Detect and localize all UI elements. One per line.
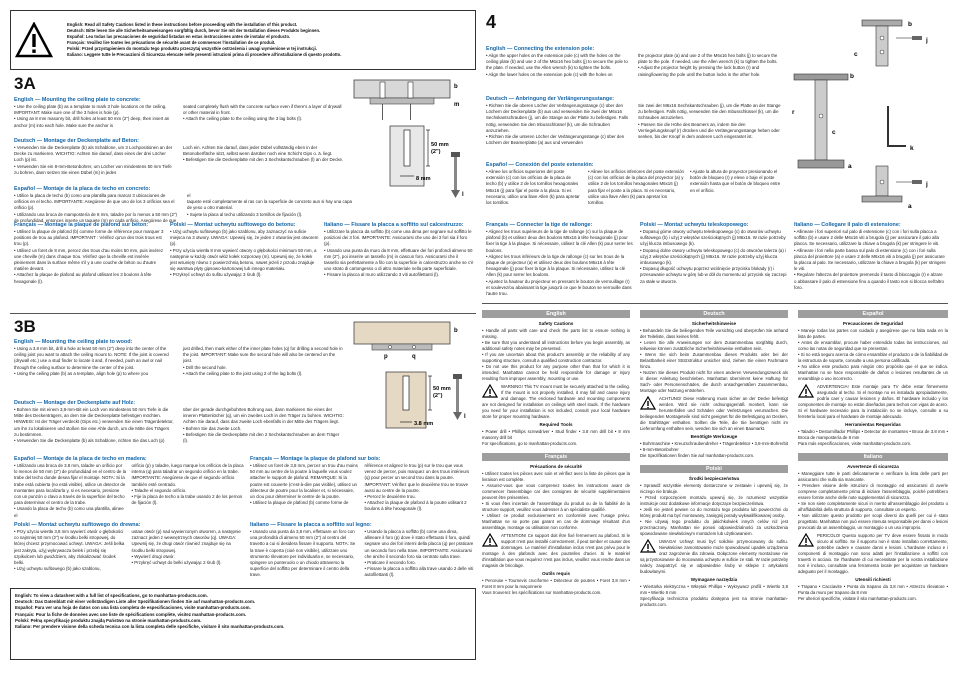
step-3a-es-2: • Utilizando una broca de mampostería de 8 mm, taladre por lo menos a 50 mm (2") de profundidad, entonces inserte un taquete (m) en cada orificio. Asegúrese de que el (14, 193, 191, 223)
fig4-label-b: b (908, 21, 912, 28)
right-page (482, 10, 948, 665)
step-3b-en-2: • Using the ceiling plate (b) as a template, align hole (p) to where you (14, 370, 149, 376)
step-3b-de-2: • Verwenden Sie die Deckenplatte (b) als Schablone, richten Sie das Loch (p) (14, 438, 165, 444)
safety-es-4: • No utilice este producto para ningún otro propósito que el que se indica. Manhattan no se hace responsable de daños o lesiones resultantes de un ensamblaje o uso incorrecto. (798, 364, 948, 381)
safety-es-warning: ADVERTENCIA! Este montaje para TV debe estar firmemente asegurado al techo. Si el montaje no es instalado apropiadamente, podría caer y causar lesiones y daños. El hardware incluido y los componentes de montaje no están diseñados para techos con vigas de acero. Si el hardware necesario para la instalación no se incluye, consulte a su ferretería local para el hardware de montaje adecuado. (798, 384, 948, 419)
safety-es-tools: • Taladro • Destornillador Phillips • Detector de montantes • Broca de 3.8 mm • Broca de mampostería de 8 mm (798, 429, 948, 440)
step-3a-pl-1: • Użyj uchwytu sufitowego (b) jako szablonu, aby zaznaczyć na suficie miejsca na 3 otwory. UWAGA: Upewnij się, że jeden z otworów jest otworem (p). (170, 229, 319, 247)
safety-pl-heading: Środki bezpieczeństwa (688, 476, 740, 481)
step-3b-fr-heading: Français — Montage la plaque de plafond sur bois: (250, 456, 381, 462)
step-3a-english (14, 97, 344, 129)
step-3a-fr-heading: Français — Montage la plaque de plafond sur béton: (14, 222, 149, 228)
warning-icon-en (482, 384, 498, 398)
safety-fr-tools: • Perceuse • Tournevis cruciforme • Détecteur de poutres • Foret 3,8 mm • Foret 8 mm pour la maçonnerie (482, 578, 630, 589)
safety-warning-box (10, 10, 476, 70)
step-3a-de-1: • Verwenden Sie die Deckenplatte (b) als Schablone, um 3 Lochpositionen an der Decke zu markieren. WICHTIG: Achten Sie darauf, dass eines der drei Löcher Loch (p) ist. (14, 145, 173, 163)
step-4-de-heading: Deutsch — Anbringung der Verlängerungsstange: (486, 96, 614, 102)
warning-fr: Français: Veuillez lire toutes les précautions de sécurité avant de commencer l'installation de ce produit. (67, 40, 276, 45)
safety-fr-heading: Précautions de sécurité (530, 464, 582, 469)
safety-pl-tools-heading: Wymagane narzędzia (690, 577, 738, 582)
safety-column-1 (482, 310, 630, 665)
step-3b-it-1: • Usando una punta da 3,8 mm, effettuare un foro con una profondità di almeno 50 mm (2") al centro del travetto a cui si desidera fissare il supporto. NOTA: Se la trave è coperta (cioè non visibile), utilizzare uno strumento rilevatore per individuarla e, se necessario, spingere un punteruolo o un chiodo attraverso la superficie del soffitto per determinare il centro della trave. (250, 529, 356, 578)
step-3b-es-1: • Utilizando una broca de 3.8 mm, taladre un orificio por lo menos de 50 mm (2") de profundidad en el centro de la trabe del techo donde desea fijar el montaje. NOTA: Si la trabe está cubierta (no está visible), utilice un detector de montantes para localizarla y, si es necesario, presione con un punzón o clavo a través de la superficie del techo para determinar el centro de la trabe. (14, 463, 127, 506)
step-4-en-1: • Align the upper holes on the extension pole (c) with the holes on the ceiling plate (b) and use 2 of the M6x16 hex bolts (j) to secure the pole to the plate. If needed, use the Allen wrench (k) to tighten the bolts. (486, 53, 628, 71)
safety-en-heading: Safety Cautions (538, 321, 574, 326)
step-3a-french (14, 222, 166, 285)
step-3a-fr-2: • Utilisez un foret de 8 mm, percez des trous d'au moins 50 mm, puis insérez une cheville (m) dans chaque trou. Vérifiez que la cheville est insérée pleinement dans la surface même s'il y a une couche de béton ou d'autre matière devant. (14, 247, 164, 272)
step-3b-it-5: • Fissare la placca a soffitto alla trave usando 2 delle viti autofilettanti (l). (364, 566, 474, 578)
step-3a-german (14, 138, 344, 176)
warning-pl: Polski: Przed przystąpieniem do montażu tego produktu przeczytaj wszystkie ostrzeżenia i uwagi wymienione w tej instrukcji. (67, 46, 317, 51)
step-4-it-heading: Italiano — Collegare il palo di estensione: (794, 222, 901, 228)
fig3b-label-b: b (454, 328, 458, 334)
step-4-french (486, 222, 634, 297)
fig4-label-a: a (848, 163, 852, 170)
step-3a-en-4: • Attach the ceiling plate to the ceiling using the 3 lag bolts (l). (183, 116, 303, 122)
safety-fr-spec: Vous trouverez les spécifications sur manhattan-products.com. (482, 590, 602, 595)
step-4-pl-1: • Dopasuj górne otwory uchwytu teleskopowego (c) do otworów uchwytu sufitowego (b) i użyj 2 wkrętów sześciokątnych (j) M6x16. W razie potrzeby użyj klucza imbusowego (k). (640, 229, 786, 247)
step-3a-it-heading: Italiano — Fissare la placca a soffitto sul calcestruzzo: (324, 222, 464, 228)
safety-fr-warning: ATTENTION! Ce support doit être fixé fermement au plafond. Si le support n'est pas installé correctement, il peut tomber et causer des dommages. Le matériel d'installation inclus n'est pas prévu pour le montage à des plafonds avec des poutrelles d'acier. Si le matériel d'installation que vous requérez n'est pas inclus, veuillez vous rendre dans un magasin de bricolage. (482, 533, 630, 568)
fig3b-label-l: l (464, 414, 466, 420)
safety-fr-2: • Assurez-vous que vous comprenez toutes les instructions avant de commencer l'assemblage car des consignes de sécurité supplémentaires peuvent être présentées. (482, 483, 630, 500)
safety-es-2: • Antes de ensamblar, procure haber entendido todas las instrucciones, así como las notas de seguridad que se presentan. (798, 340, 948, 351)
step-3a-en-3: seated completely flush with the concrete surface even if there's a layer of drywall or other material in front. (183, 104, 342, 116)
divider-step4-safety (482, 303, 948, 304)
safety-de-tools-heading: Benötigte Werkzeuge (690, 434, 738, 439)
step-3b-heading: 3B (14, 317, 36, 336)
fig4-label-c-top: c (854, 51, 858, 58)
left-page (10, 10, 476, 665)
divider-3a-3b (10, 313, 476, 314)
safety-it-tools: • Trapano • Cacciavite • Punta da trapano da 3,8 mm • Attrezzo rilevatore • Punta da muro per trapano da 8 mm (798, 584, 948, 595)
safety-es-heading: Precauciones de Seguridad (842, 321, 904, 326)
step-4-heading: 4 (486, 12, 497, 32)
warning-icon (15, 22, 53, 58)
fig3a-label-l: l (462, 192, 464, 198)
step-3b-pl-4: • Wywierć drugi otwór. (131, 553, 175, 559)
footnote-it: Italiano: Per prendere visione della scheda tecnica con la lista completa delle specifiche, visitare il sito manhattan-products.com. (15, 624, 285, 630)
step-3a-de-2: • Verwenden Sie ein 8-mm-Betonbohrer, um Löcher von mindestens 50 mm Tiefe zu bohren, dann setzen Sie einen Dübel (m) in jedes (14, 163, 172, 175)
step-4-de-3: Sie zwei der M6x16 Sechskantschrauben (j), um die Platte an der Stange zu befestigen. Falls nötig, verwenden Sie den Inbusschlüssel (k), um die Schrauben anzuziehen. (638, 103, 781, 121)
fig3b-depth: 50 mm (433, 386, 451, 392)
fig3a-bit: 8 mm (416, 176, 431, 182)
safety-fr-1: • Utilisez toutes les pièces avec soin et vérifiez avec la liste de pièces que la livraison est complète. (482, 471, 630, 482)
step-4-pl-3: • Dopasuj długość uchwytu poprzez wciśnięcie przycisku blokady (r) i przesuwanie uchwytu w górę lub w dół do momentu aż przycisk się zaczepi za stałe w otworze. (640, 266, 787, 284)
fig4-label-j-bottom: j (926, 181, 928, 188)
safety-fr-tools-heading: Outils requis (541, 571, 571, 576)
step-3b-es-2: • Usando la placa de techo (b) como una plantilla, alinee el (14, 506, 124, 518)
safety-fr-bar: Français (482, 453, 630, 461)
safety-pl-1: • Sprawdź wszystkie elementy dostarczone w zestawie i upewnij się, że niczego nie brakuje. (640, 483, 788, 494)
safety-pl-tools: • Wiertarka elektryczna • Wkrętak Phillips • Wykrywacz profili • Wiertło 3,8 mm • Wiertło 8 mm (640, 584, 788, 595)
step-4-es-heading: Español — Conexión del poste extensión: (486, 162, 594, 168)
step-3b-fr-2: • Utilisez la plaque de plafond (b) comme forme de (250, 500, 349, 506)
step-4-es-1: • Alinee los orificios superiores del poste extensión (c) con los orificios de la placa de techo (b) y utilice 2 de los tornillos hexagonales M6x16 (j) para fijar el poste a la placa. Si es necesario, utilice una llave Allen (k) para apretar los tornillos. (486, 169, 580, 206)
safety-en-1: • Handle all parts with care and check the parts list to ensure nothing is missing. (482, 328, 630, 339)
fig3b-label-q: q (412, 354, 416, 360)
safety-de-spec: Die Spezifikationen finden Sie auf manhattan-products.com. (640, 453, 755, 458)
warning-icon-it (798, 533, 814, 547)
step-3a-spanish (14, 186, 352, 224)
safety-de-4: • Nutzen Sie dieses Produkt nicht für einen anderen Verwendungszweck als in dieser Anleitung beschrieben. Manhattan übernimmt keine Haftung für Sach- oder Personenschäden, die durch unsachgemäßen Zusammenbau, Montage oder Nutzung entstehen. (640, 370, 788, 393)
safety-en-warning: WARNING! This TV mount must be securely attached to the ceiling. If the mount is not properly installed, it may fall and cause injury and damage. The enclosed hardware and mounting components are not designed for installation on ceilings with steel studs. If the hardware you need for your installation is not included, consult your local hardware store for proper mounting hardware. (482, 384, 630, 419)
step-3a-en-heading: English — Mounting the ceiling plate to concrete: (14, 97, 141, 103)
step-3a-pl-3: • Przykręć uchwyt do sufitu używając 3 śrub (l). (170, 272, 262, 278)
footnote-de: Deutsch: Das Datenblatt mit einer vollständigen Liste aller Spezifikationen finden Sie auf manhattan-products.com. (15, 599, 256, 605)
step-3b-en-heading: English — Mounting the ceiling plate to wood: (14, 339, 133, 345)
step-3b-italian (250, 522, 474, 579)
datasheet-footnote (10, 588, 476, 660)
step-3a-polish (170, 222, 320, 279)
fig3b-bit: 3.8 mm (414, 421, 434, 427)
safety-en-spec: For specifications, go to manhattan-products.com. (482, 441, 578, 446)
step-4-fr-3: • Ajustez la hauteur du projecteur en pressant le bouton de verrouillage (r) et soulevez/ou abaissant la tige jusqu'à ce que le bouton se verrouille dans l'autre trou. (486, 278, 632, 297)
step-3b-german (14, 400, 344, 444)
step-3b-pl-2: • Użyj uchwytu sufitowego (b) jako szablonu, (14, 566, 101, 572)
step-3b-de-1: • Bohren Sie mit einem 3,8-mm-Bit ein Loch von mindestens 50 mm Tiefe in die Mitte des Deckenträgers, an dem Sie die Deckenplatte befestigen möchten. HINWEIS: Ist der Träger verdeckt (Gips etc.) verwenden Sie einen Trägerdetektor, um ihn zu lokalisieren und stoßen Sie eine Ahle durch, um die Mitte des Trägers zu bestimmen. (14, 407, 174, 437)
step-4-es-3: • Ajuste la altura de proyector presionando el botón de bloqueo (r) y eleve o baje el poste extensión hasta que el botón de bloqueo entre en el orificio. (690, 169, 781, 193)
step-3a-es-4: • Sujete la placa al techo utilizando 3 tornillos de fijación (l). (187, 211, 303, 217)
step-4-german (486, 96, 782, 146)
step-4-polish (640, 222, 788, 285)
step-4-de-2: • Richten Sie die unteren Löcher der Verlängerungsstange (c) über den Löchern der Beamerplatte (a) aus und verwenden (486, 134, 625, 146)
step-3b-en-3: just drilled, then mark either of the inner plate holes (q) for drilling a second hole in the joist. IMPORTANT: Make sure the second hole will also be centered on the joist. (183, 346, 343, 364)
fig3a-depth: 50 mm (431, 142, 449, 148)
step-4-italian (794, 222, 946, 291)
step-4-pl-2: • Dopasuj dolne otwory uchwytu teleskopowego (c) do otworów talerza (a) i użyj 2 wkrętów sześciokątnych (j) M6x16. W razie potrzeby użyj klucza imbusowego (k). (640, 247, 787, 266)
safety-column-2 (640, 310, 788, 665)
figure-4-extension-pole (788, 16, 948, 216)
step-4-de-4: • Passen Sie die Höhe des Beamers an, indem Sie den Verriegelungsknopf (r) drücken und die Verlängerungsstange heben oder senken, bis der Knopf in dem anderen Loch eingerastet ist. (638, 121, 780, 140)
warning-icon-fr (482, 533, 498, 547)
safety-en-4: • Do not use this product for any purpose other than that for which it is intended. Manhattan cannot be held responsible for damage or injury resulting from improper assembly, mounting or use. (482, 364, 630, 381)
warning-icon-de (640, 396, 656, 410)
safety-en-3: • If you are uncertain about this product's assembly or the reliability of any supporting structure, consult a qualified construction contractor. (482, 352, 630, 363)
safety-it-tools-heading: Utensili richiesti (855, 577, 891, 582)
step-3b-it-3: allineare il foro (p) dove è stato effettuato il foro, quindi segnare uno dei fori interni della placca (q) per praticare un secondo foro nella trave. IMPORTANTE: Assicurarsi che anche il secondo foro sia centrato sulla trave. (364, 535, 474, 559)
fig4-label-r: r (792, 109, 795, 116)
step-3b-de-4: • Bohren Sie das zweite Loch. (183, 425, 242, 431)
step-3b-fr-4: • Percez le deuxième trou. (364, 494, 416, 500)
safety-pl-bar: Polski (640, 465, 788, 473)
step-3b-de-5: • Befestigen Sie die Deckenplatte mit den 2 Sechskantschrauben an dem Träger (l). (183, 431, 340, 444)
safety-it-4: • Non utilizzare questo prodotto per scopi diversi da quelli per cui è stato progettato. Manhattan non può essere ritenuta responsabile per danni o lesioni provocati da un assemblaggio, un montaggio o un uso improprio. (798, 513, 948, 530)
step-4-fr-heading: Français — Connecter la tige de rallonge: (486, 222, 593, 228)
safety-it-heading: Avvertenze di sicurezza (847, 464, 899, 469)
step-3a-de-heading: Deutsch — Montage der Deckenplatte auf Beton: (14, 138, 139, 144)
step-3a-de-4: • Befestigen Sie die Deckenplatte mit den 3 Sechskantschrauben (l) an der Decke. (183, 157, 344, 163)
safety-pl-spec: Specyfikacja techniczna produktu dostępna jest na stronie manhattan-products.com. (640, 596, 788, 607)
step-3b-en-1: • Using a 3.8 mm bit, drill a hole at least 50 mm (2") deep into the center of the ceiling joist you want to attach the ceiling mount to. NOTE: If the joist is covered (drywall etc.) use a stud finder to locate it and, if needed, push an awl or nail through the ceiling surface to determine the center of the joist. (14, 346, 169, 370)
safety-en-tools: • Power drill • Phillips screwdriver • Stud finder • 3.8 mm drill bit • 8 mm masonry drill bit (482, 429, 630, 440)
step-3b-es-3: orificio (p) y taladre, luego marque los orificios de la placa interna (q) para taladrar un segundo orificio en la trabe. IMPORTANTE: Asegúrese de que el segundo orificio también esté centrado. (131, 463, 244, 487)
safety-de-3: • Wenn Sie sich beim Zusammenbau dieses Produkts oder bei der Belastbarkeit einer Stützstruktur unsicher sind, ziehen Sie einen Fachmann hinzu. (640, 352, 788, 369)
step-4-de-1: • Richten Sie die oberen Löcher der Verlängerungsstange (c) über den Löchern der Deckenplatte (b) aus und verwenden Sie zwei der M6x16 Sechskantschrauben (j), um die Stange an der Platte zu befestigen. Falls nötig, verwenden Sie den Inbusschlüssel (k), um die Schrauben anzuziehen. (486, 103, 629, 133)
safety-de-bar: Deutsch (640, 310, 788, 318)
step-3b-english (14, 339, 344, 377)
step-3b-de-heading: Deutsch — Montage der Deckenplatte auf Holz: (14, 400, 136, 406)
step-3b-pl-3: ustaw otwór (p) nad wywierconym otworem, a następnie zaznacz jeden z wewnętrznych otworów (q). UWAGA: Upewnij się, że drugi otwór również znajduje się na środku belki stropowej. (131, 529, 241, 553)
warning-en: English: Read all Safety Cautions listed in these instructions before proceeding with the installation of this product. (67, 22, 298, 27)
fig4-label-k: k (910, 145, 914, 152)
safety-it-bar: Italiano (798, 453, 948, 461)
step-3b-fr-3: référence et alignez le trou (p) sur le trou que vous venez de percer, puis marquez un des trous intérieurs (q) pour percer un second trou dans la poutre. IMPORTANT: Vérifiez que le deuxième trou se trouve aussi au centre de la poutre. (364, 463, 470, 493)
warning-icon-es (798, 384, 814, 398)
step-3b-fr-5: • Attachez la plaque de plafond à la poutre utilisant 2 boulons à tête hexagonale (l). (364, 500, 467, 512)
safety-pl-2: • Przed rozpoczęciem montażu upewnij się, że rozumiesz wszystkie instrukcje oraz dodatkowe informacje dotyczące bezpieczeństwa. (640, 495, 788, 506)
step-3a-it-1: • Utilizzare la placca da soffitto (b) come una dima per segnare sul soffitto le posizioni dei 3 fori. IMPORTANTE: Assicurarsi che uno dei 3 fori sia il foro (p). (324, 229, 472, 247)
step-4-fr-2: • Alignez les trous inférieurs de la tige de rallonge (c) sur les trous de la plaque de projecteur (a) et utilisez deux des boulons M6x16 à tête hexagonale (j) pour fixer la tige à la plaque. Si nécessaire, utilisez la clé Allen (k) pour serrer les boulons. (486, 253, 626, 278)
step-4-en-heading: English — Connecting the extension pole: (486, 46, 595, 52)
fig3a-label-b: b (454, 84, 458, 90)
fig4-label-a2: a (908, 203, 912, 210)
footnote-fr: Français: Pour la fiche de données avec une liste de spécifications complète, visitez manhattan-products.com. (15, 611, 247, 617)
step-3b-en-5: • Attach the ceiling plate to the joist using 2 of the lag bolts (l). (183, 370, 303, 376)
figure-3a-concrete-mounting (350, 76, 474, 212)
step-4-pl-heading: Polski — Montaż uchwytu teleskopowego: (640, 222, 749, 228)
safety-en-2: • Be sure that you understand all instructions before you begin assembly, as additional safety notes may be presented. (482, 340, 630, 351)
safety-es-bar: Español (798, 310, 948, 318)
step-4-spanish (486, 162, 786, 206)
warning-it: Italiano: Leggere tutte le Precauzioni di Sicurezza elencate nelle presenti istruzioni prima di procedere all'installazione di questo prodotto. (67, 52, 342, 57)
footnote-es: Español: Para ver una hoja de datos con una lista completa de especificaciones, visite manhattan-products.com. (15, 605, 251, 611)
step-3a-pl-2: • Przy użyciu wiertła 8 mm wywierć otwory o głębokości minimum 50 mm, a następnie w każdy otwór włóż kołek rozporowy (m). Upewnij się, że kołek jest wsunięty równo z powierzchnią betonu, nawet jeżeli z przodu znajduje się warstwa płyty gipsowo-kartonowej lub innego materiału. (170, 247, 317, 272)
safety-pl-warning: UWAGA! Uchwyt musi być solidnie przymocowany do sufitu. Niewłaściwe zamontowanie może spowodować upadek urządzenia oraz zagrożenie dla zdrowia. Dołączone elementy montażowe nie są przystosowane do mocowania uchwytu w suficie ze stali. W razie potrzeby należy zaopatrzyć się w odpowiednie śruby w sklepie z artykułami budowlanymi. (640, 539, 788, 574)
safety-fr-4: • Utilisez ce produit exclusivement en conformité avec l'usage prévu. Manhattan ne se porte pas garant en cas de dommage résultant d'un assemblage, montage ou utilisation non conforme. (482, 513, 630, 530)
step-4-it-1: • Allineare i fori superiori sul palo di estensione (c) con i fori sulla placca a soffitto (b) e usare 2 delle M6x16 viti a brugola (j) per assicurare il palo alla placca. Se necessario, utilizzare la chiave a brugola (k) per stringere le viti. (794, 229, 940, 247)
safety-es-spec: Para más especificaciones, visite manhattan-products.com. (798, 441, 912, 446)
footnote-pl: Polski: Pełną specyfikację produktu znajdą Państwo na stronie manhattan-products.com. (15, 617, 202, 623)
safety-it-warning: PERICOLO! Questo supporto per TV deve essere fissato in modo sicuro al soffitto. Se il supporto non è stato installato correttamente, potrebbe cadere e causare danni e lesioni. L'hardware incluso e i componenti di montaggio non sono adatti per l'installazione a soffitti con travetti in acciaio. Se l'hardware di cui necessitate per la vostra installazione non è incluso, consultate una ferramenta locale per acquistare un hardware adeguato per il montaggio. (798, 533, 948, 574)
safety-es-tools-heading: Herramientas Requeridas (845, 422, 901, 427)
warning-es: Español: Lea todas las precauciones de seguridad listadas en estas instrucciones antes de instalar el producto. (67, 34, 291, 39)
step-3a-es-heading: Español — Montaje de la placa de techo en concreto: (14, 186, 151, 192)
step-3a-heading: 3A (14, 74, 36, 93)
figure-3b-wood-mounting (350, 318, 474, 452)
fig3b-depth-in: (2") (433, 393, 443, 399)
safety-it-1: • Maneggiare tutte le parti delicatamente e verificare la lista delle parti per assicurarsi che nulla sia mancante. (798, 471, 948, 482)
step-3a-pl-heading: Polski — Montaż uchwytu sufitowego do betonu: (170, 222, 296, 228)
step-3a-fr-3: • Attachez la plaque de plafond au plafond utilisant les 3 boulons à tête hexagonale (l). (14, 272, 152, 284)
fig3a-label-m: m (454, 102, 460, 108)
step-3b-en-4: • Drill the second hole. (183, 364, 227, 370)
step-3b-pl-5: • Przykręć uchwyt do belki używając 2 śrub (l). (131, 560, 222, 566)
step-3a-en-2: • Using an 8 mm masonry bit, drill holes at least 50 mm (2") deep, then insert an anchor (m) into each hole. Make sure the anchor is (14, 116, 170, 128)
step-3a-en-1: • Use the ceiling plate (b) as a template to mark 3 hole locations on the ceiling. IMPORTANT: Make sure one of the 3 holes is hole (p). (14, 104, 167, 116)
step-4-en-2: • Align the lower holes on the extension pole (c) with the holes on (486, 71, 613, 77)
step-3b-es-heading: Español — Montaje de la placa de techo en madera: (14, 456, 147, 462)
fig4-label-b2: b (850, 73, 854, 80)
safety-it-spec: Per ulteriori specifiche, visitate il sito manhattan-products.com. (798, 596, 917, 601)
step-3b-pl-1: • Przy użyciu wiertła 3,8 mm wywierć otwór o głębokości co najmniej 50 mm (2") w środku belki stropowej, do której chcesz przymocować uchwyt. UWAGA: Jeśli belka jest zakryta, użyj wykrywacza belek i przebij się szpikulcem lub gwoździem, aby zlokalizować środek belki. (14, 529, 125, 566)
safety-de-tools: • Bohrmaschine • Kreuzschraubendreher • Trägerdetektor • 3,8-mm-Bohrerbit • 8-mm-Betonbohrer (640, 441, 788, 452)
safety-it-2: • Prendere visione delle istruzioni di montaggio ed assicurarsi di averle comprese completamente prima di iniziare l'assemblaggio, poiché potrebbero essere fornite anche delle note supplementari di sicurezza. (798, 483, 948, 500)
step-3a-it-2: • Usando una punta da muro da 8 mm, effettuare dei fori profondi almeno 50 mm (2"), poi inserire un tassello (m) in ciascun foro. Assicurarsi che il tassello sia perfettamente a filo con la superficie in calcestruzzo anche se c'è uno strato di cartongesso o di altro materiale nella parte superficiale. (324, 247, 474, 272)
step-3b-it-heading: Italiano — Fissare la placca a soffitto sul legno: (250, 522, 372, 528)
safety-es-1: • Maneje todas las partes con cuidado y asegúrese que no falta nada en la lista de partes. (798, 328, 948, 339)
step-3a-es-1: • Utilice la placa de techo (b) como una plantilla para marcar 3 ubicaciones de orificios en el techo. IMPORTANTE: Asegúrese de que uno de los 3 orificios sea el orificio (p). (14, 193, 175, 211)
step-3a-fr-1: • Utilisez la plaque de plafond (b) comme forme de référence pour marquer 3 positions de trou au plafond. IMPORTANT : Vérifiez qu'un des trois trous est trou (p). (14, 229, 164, 247)
fig4-label-c: c (832, 129, 836, 136)
step-4-es-2: • Alinee los orificios inferiores del poste extensión (c) con los orificios de la placa del proyector (a) y utilice 2 de los tornillos hexagonales M6x16 (j) para fijar el poste a la placa. Si es necesario, utilice una llave Allen (k) para apretar los tornillos. (588, 169, 684, 206)
step-3a-italian (324, 222, 474, 279)
safety-es-3: • Si no está seguro acerca de cómo ensamblar el producto o de la fiabilidad de la estructura de soporte, consulte a una persona calificada. (798, 352, 948, 363)
safety-pl-4: • Nie używaj tego produktu do jakichkolwiek innych celów niż jest przeznaczony. Manhattan nie ponosi odpowiedzialności za uszkodzenia spowodowane niewłaściwym montażem lub użytkowaniem. (640, 519, 788, 536)
step-3b-es-5: • Fije la placa de techo a la trabe usando 2 de los pernos de fijación (l). (131, 494, 243, 506)
safety-pl-3: • Jeśli nie jesteś pewien co do montażu tego produktu lub powierzchni do której produkt ma być montowany, zasięgnij porady wykwalifikowanej osoby. (640, 507, 788, 518)
safety-en-tools-heading: Required Tools (539, 422, 573, 427)
warning-text (67, 22, 341, 58)
safety-fr-3: • Si vous êtes incertain de l'assemblage du produit ou de la fiabilité de la structure support, veuillez vous adresser à un spécialiste qualifié. (482, 501, 630, 512)
step-3b-polish (14, 522, 244, 572)
fig4-label-j-top: j (926, 37, 928, 44)
step-3b-spanish (14, 456, 244, 519)
step-4-english (486, 46, 782, 78)
step-3b-fr-1: • Utilisez un foret de 3,8 mm, percez un trou d'au moins 50 mm au centre de la poutre à laquelle vous voulez attacher le support de plafond. REMARQUE: Si la poutre est couverte (c'est-à-dire pas visible), utilisez un détecteur de poutre pour la localiser et, si nécessaire, un clou pour déterminer le centre de la poutre. (250, 463, 358, 500)
warning-icon-pl (640, 539, 656, 553)
safety-it-3: • Se non siete completamente sicuri in merito all'assemblaggio del prodotto o all'affidabilità della struttura di supporto, consultate un esperto. (798, 501, 948, 512)
footnote-en: English: To view a datasheet with a full list of specifications, go to manhattan-products.com. (15, 593, 208, 598)
step-4-en-3: the projector plate (a) and use 2 of the M6x16 hex bolts (j) to secure the plate to the pole. If needed, use the Allen wrench (k) to tighten the bolts. (638, 53, 778, 65)
step-3b-french (250, 456, 474, 513)
step-3a-it-3: • Fissare la placca al muro utilizzando 3 viti autofilettanti (l). (324, 272, 440, 278)
step-4-it-2: • Allineare i fori nella parte bassa sul palo di estensione (c) con i fori sulla placca del proiettore (a) e usare 2 delle M6x16 viti a brugola (j) per assicurare la placca al palo. Se necessario, utilizzare la chiave a brugola (k) per stringere le viti. (794, 247, 946, 272)
step-3b-it-4: • Praticare il secondo foro. (364, 560, 416, 566)
fig3a-depth-in: (2") (431, 149, 441, 155)
fig3b-label-p: p (384, 354, 388, 360)
safety-de-2: • Lesen Sie alle Anweisungen vor dem Zusammenbau sorgfältig durch, teilweise können zusätzliche Sicherheitshinweise enthalten sein. (640, 340, 788, 351)
step-3b-es-4: • Taladre el segundo orificio. (131, 487, 187, 493)
step-3a-de-3: Loch ein. Achten Sie darauf, dass jeder Dübel vollständig eben in der Betonoberfläche sitzt, selbst wenn darüber noch eine Schicht Gips o. ä. liegt. (183, 145, 333, 157)
safety-de-heading: Sicherheitshinweise (691, 321, 737, 326)
step-4-fr-1: • Alignez les trous supérieurs de la tige de rallonge (c) sur la plaque de plafond (b) et utilisez deux des boulons M6x16 à tête hexagonale (j) pour fixer la tige à la plaque. Si nécessaire, utilisez la clé Allen (k) pour serrer les boulons. (486, 229, 633, 253)
safety-en-bar: English (482, 310, 630, 318)
warning-de: Deutsch: Bitte lesen Sie alle Sicherheitsanweisungen sorgfältig durch, bevor Sie mit der Installation dieses Produkts beginnen. (67, 28, 321, 33)
step-3a-es-3: taquete esté completamente al ras con la superficie de concreto aun si hay una capa de yeso u otro material. (187, 199, 352, 211)
step-4-en-4: • Adjust the projector height by pressing the lock button (r) and raising/lowering the pole until the button locks in the other hole. (638, 65, 761, 77)
step-3b-it-2: • Usando la placca a soffitto (b) come una dima, (364, 529, 458, 534)
safety-de-warning: ACHTUNG! Diese Halterung muss sicher an der Decke befestigt werden. Wird sie nicht ordnungsgemäß montiert, kann sie herunterfallen und Schäden oder Verletzungen verursachen. Die beiliegenden Montageteile sind nicht geeignet für die Befestigung an Decken, die Stahlträger enthalten. Sollten die Teile, die Sie benötigen nicht im Lieferumfang enthalten sein, wenden Sie sich an einen Baumarkt. (640, 396, 788, 431)
step-3b-pl-heading: Polski — Montaż uchwytu sufitowego do drewna: (14, 522, 141, 528)
step-4-it-3: • Regolare l'altezza del proiettore premendo il tasto di bloccaggio (r) e alzare o abbassare il palo di estensione fino a quando il tasto non si blocca nell'altro foro. (794, 272, 944, 290)
safety-de-1: • Behandeln Sie die beiliegenden Teile vorsichtig und überprüfen Sie anhand der Teileliste, dass keines fehlt. (640, 328, 788, 339)
safety-column-3 (798, 310, 948, 665)
step-3b-de-3: über der gerade durchgebohrten Bohrung aus, dann markieren Sie eines der inneren Plattenlöcher (q), um ein zweites Loch in den Träger zu bohren. WICHTIG: Achten Sie darauf, dass das zweite Loch ebenfalls in der Mitte des Trägers liegt. (183, 407, 344, 425)
